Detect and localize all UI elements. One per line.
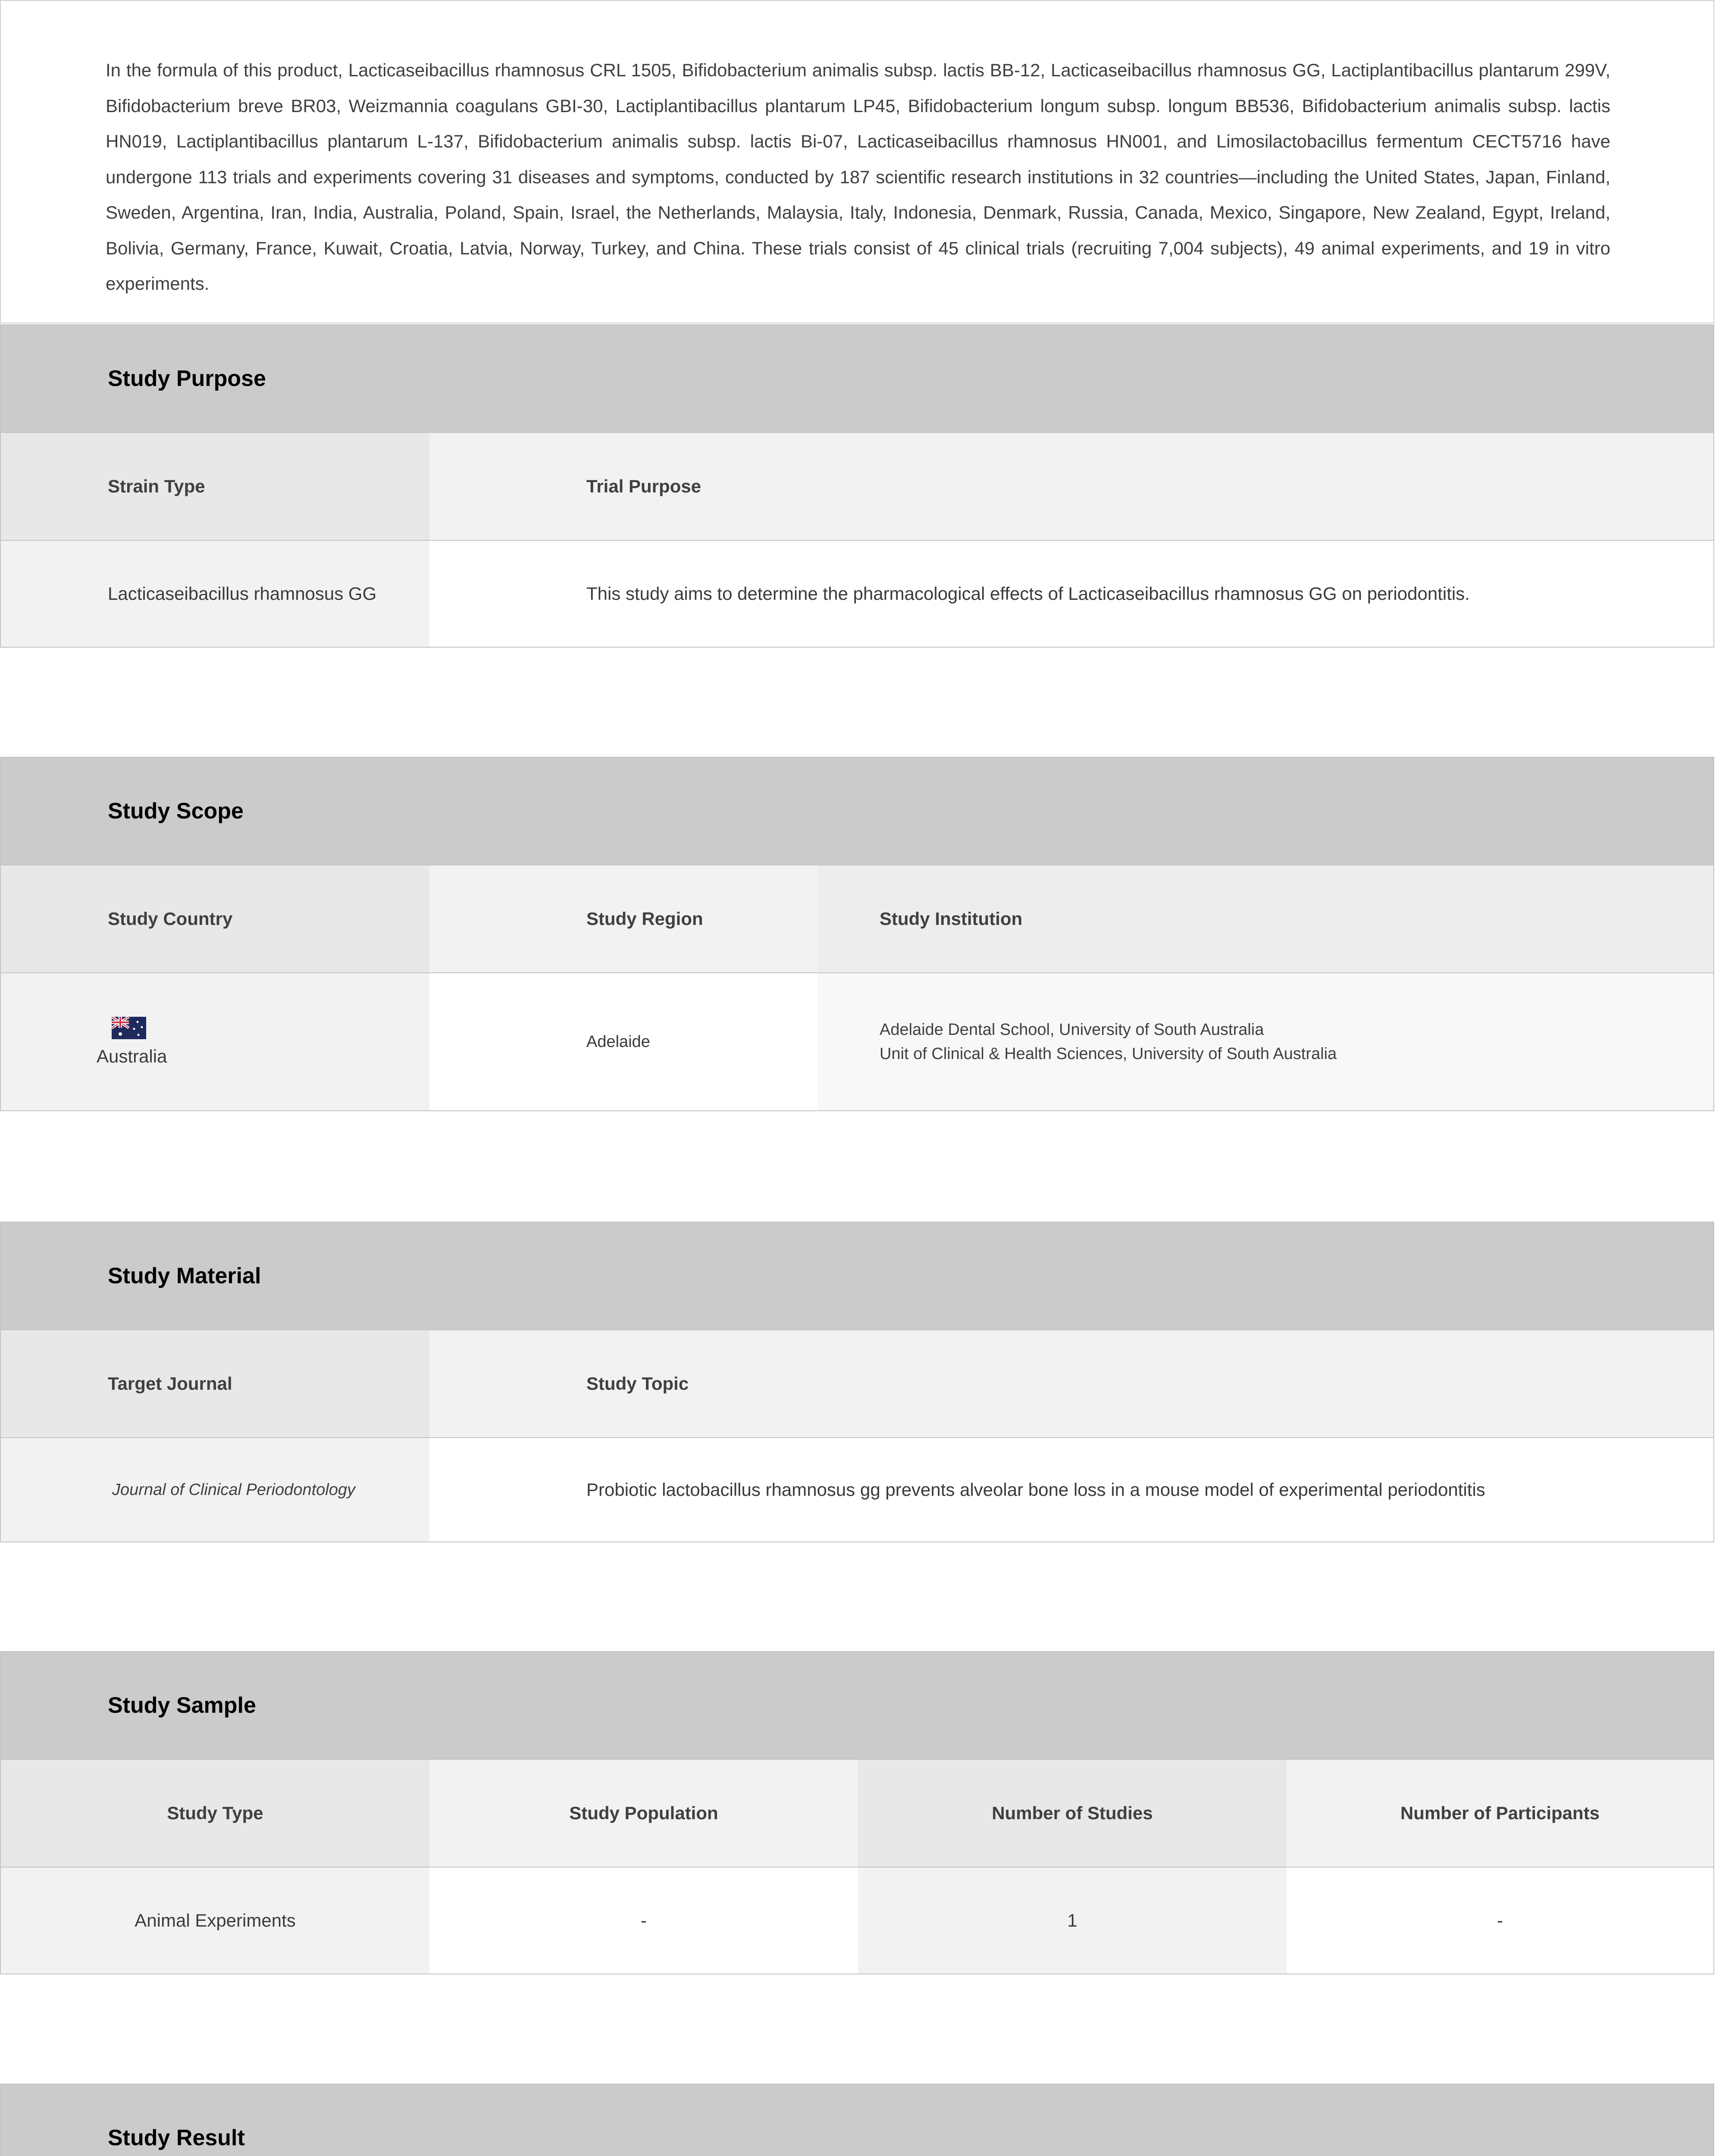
- header-number-of-studies: Number of Studies: [858, 1760, 1287, 1867]
- study-purpose-section: [0, 324, 1714, 648]
- table-row: [1, 541, 1713, 647]
- intro-panel: [0, 0, 1714, 323]
- country-name: Australia: [97, 1046, 167, 1066]
- header-strain-type: Strain Type: [1, 433, 429, 540]
- table-row: [1, 973, 1713, 1110]
- table-row: [1, 1438, 1713, 1542]
- institution-item: Unit of Clinical & Health Sciences, University of South Australia: [880, 1045, 1337, 1063]
- header-number-of-participants: Number of Participants: [1287, 1760, 1713, 1867]
- target-journal-value: Journal of Clinical Periodontology: [1, 1438, 429, 1542]
- study-topic-value: Probiotic lactobacillus rhamnosus gg prevents alveolar bone loss in a mouse model of experimental periodontitis: [429, 1438, 1713, 1542]
- institution-item: Adelaide Dental School, University of South Australia: [880, 1021, 1264, 1039]
- study-result-section: [0, 2084, 1714, 2156]
- header-study-population: Study Population: [429, 1760, 858, 1867]
- trial-purpose-value: This study aims to determine the pharmacological effects of Lacticaseibacillus rhamnosus GG on periodontitis.: [429, 541, 1713, 647]
- study-material-section: [0, 1222, 1714, 1542]
- header-study-institution: Study Institution: [817, 865, 1713, 972]
- australia-flag-icon: [112, 1017, 146, 1039]
- study-sample-section: [0, 1651, 1714, 1974]
- study-scope-section: [0, 757, 1714, 1111]
- section-title: Study Scope: [1, 758, 1713, 865]
- section-title: Study Sample: [1, 1652, 1713, 1760]
- country-cell: [1, 973, 429, 1110]
- header-trial-purpose: Trial Purpose: [429, 433, 1713, 540]
- strain-type-value: Lacticaseibacillus rhamnosus GG: [1, 541, 429, 647]
- table-header-row: [1, 433, 1713, 541]
- table-header-row: [1, 1760, 1713, 1868]
- header-study-country: Study Country: [1, 865, 429, 972]
- number-of-studies-value: 1: [858, 1868, 1287, 1974]
- institution-list: [817, 973, 1713, 1110]
- intro-text: In the formula of this product, Lacticaseibacillus rhamnosus CRL 1505, Bifidobacterium animalis subsp. lactis BB-12, Lacticaseibacillus rhamnosus GG, Lactiplantibacillus plantarum 299V, Bifidobacterium breve BR03, Weizmannia coagulans GBI-30, Lactiplantibacillus plantarum LP45, Bifidobacterium longum subsp. longum BB536, Bifidobacterium animalis subsp. lactis HN019, Lactiplantibacillus plantarum L-137, Bifidobacterium animalis subsp. lactis Bi-07, Lacticaseibacillus rhamnosus HN001, and Limosilactobacillus fermentum CECT5716 have undergone 113 trials and experiments covering 31 diseases and symptoms, conducted by 187 scientific research institutions in 32 countries—including the United States, Japan, Finland, Sweden, Argentina, Iran, India, Australia, Poland, Spain, Israel, the Netherlands, Malaysia, Italy, Indonesia, Denmark, Russia, Canada, Mexico, Singapore, New Zealand, Egypt, Ireland, Bolivia, Germany, France, Kuwait, Croatia, Latvia, Norway, Turkey, and China. These trials consist of 45 clinical trials (recruiting 7,004 subjects), 49 animal experiments, and 19 in vitro experiments.: [106, 60, 1610, 294]
- header-study-type: Study Type: [1, 1760, 429, 1867]
- table-header-row: [1, 865, 1713, 973]
- header-study-topic: Study Topic: [429, 1330, 1713, 1437]
- table-row: [1, 1868, 1713, 1974]
- section-title: Study Purpose: [1, 325, 1713, 433]
- header-target-journal: Target Journal: [1, 1330, 429, 1437]
- header-study-region: Study Region: [429, 865, 817, 972]
- study-type-value: Animal Experiments: [1, 1868, 429, 1974]
- study-population-value: -: [429, 1868, 858, 1974]
- section-title: Study Result: [1, 2084, 1713, 2156]
- table-header-row: [1, 1330, 1713, 1438]
- region-value: Adelaide: [429, 973, 817, 1110]
- number-of-participants-value: -: [1287, 1868, 1713, 1974]
- section-title: Study Material: [1, 1222, 1713, 1330]
